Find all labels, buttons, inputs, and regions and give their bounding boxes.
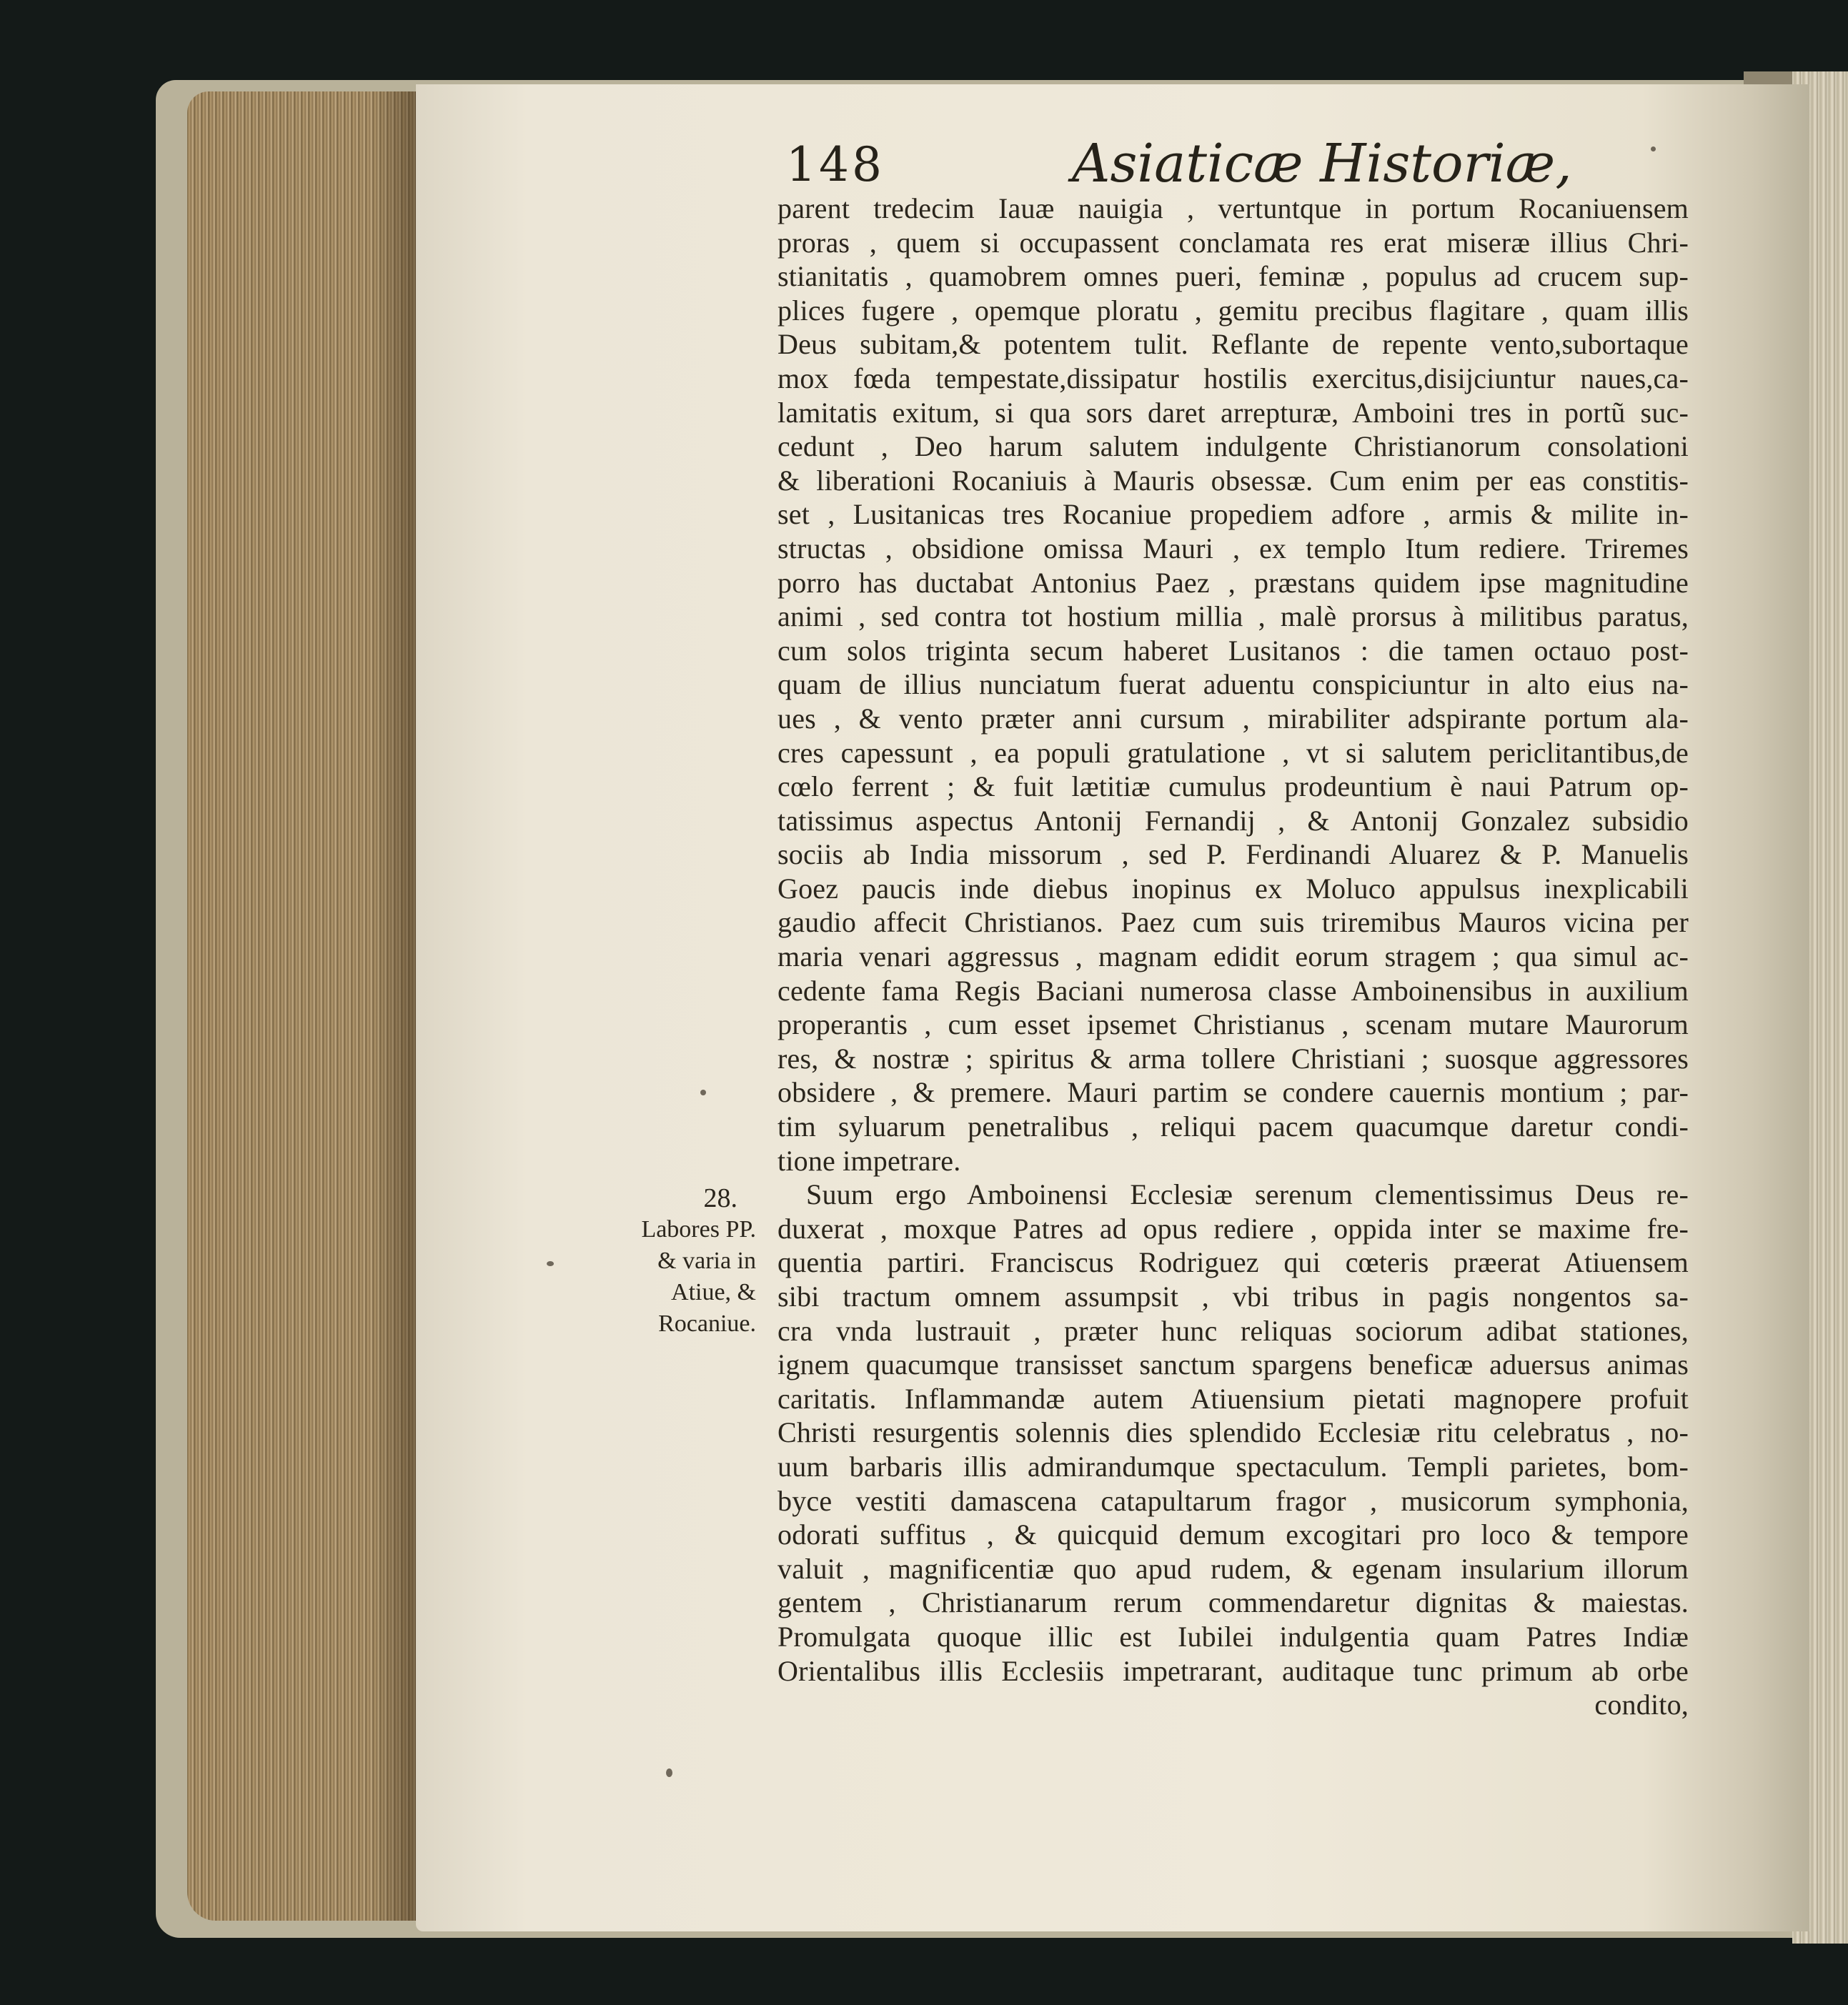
text-line: cra vnda lustrauit , præter hunc reliquas sociorum adibat stationes, xyxy=(778,1314,1689,1347)
margin-note-line: Rocaniue. xyxy=(658,1310,756,1337)
text-line: maria venari aggressus , magnam edidit eorum stragem ; qua simul ac- xyxy=(778,940,1689,973)
text-line: porro has ductabat Antonius Paez , præstans quidem ipse magnitudine xyxy=(778,566,1689,599)
text-line: lamitatis exitum, si qua sors daret arrepturæ, Amboini tres in portũ suc- xyxy=(778,396,1689,429)
text-line: Christi resurgentis solennis dies splendido Ecclesiæ ritu celebratus , no- xyxy=(778,1416,1689,1449)
text-line: set , Lusitanicas tres Rocaniue propediem adfore , armis & milite in- xyxy=(778,498,1689,531)
page-number: 148 xyxy=(786,137,885,192)
text-line: quentia partiri. Franciscus Rodriguez qui cœteris præerat Atiuensem xyxy=(778,1246,1689,1279)
text-line: properantis , cum esset ipsemet Christianus , scenam mutare Maurorum xyxy=(778,1008,1689,1041)
text-line: gentem , Christianarum rerum commendaretur dignitas & maiestas. xyxy=(778,1586,1689,1619)
text-line: duxerat , moxque Patres ad opus rediere , oppida inter se maxime fre- xyxy=(778,1212,1689,1245)
text-line: valuit , magnificentiæ quo apud rudem, & egenam insularium illorum xyxy=(778,1552,1689,1585)
text-line: ues , & vento præter anni cursum , mirabiliter adspirante portum ala- xyxy=(778,702,1689,735)
text-line: res, & nostræ ; spiritus & arma tollere Christiani ; suosque aggressores xyxy=(778,1042,1689,1075)
margin-note-line: & varia in xyxy=(657,1248,756,1274)
text-line: uum barbaris illis admirandumque spectaculum. Templi parietes, bom- xyxy=(778,1450,1689,1483)
ink-speck xyxy=(700,1090,706,1095)
text-line: structas , obsidione omissa Mauri , ex templo Itum rediere. Triremes xyxy=(778,532,1689,564)
catchword: condito, xyxy=(1594,1688,1689,1721)
text-line: Suum ergo Amboinensi Ecclesiæ serenum clementissimus Deus re- xyxy=(806,1178,1689,1211)
text-line: sibi tractum omnem assumpsit , vbi tribus in pagis nongentos sa- xyxy=(778,1280,1689,1313)
text-line: cres capessunt , ea populi gratulatione , vt si salutem periclitantibus,de xyxy=(778,736,1689,769)
text-line: sociis ab India missorum , sed P. Ferdinandi Aluarez & P. Manuelis xyxy=(778,838,1689,871)
text-line: obsidere , & premere. Mauri partim se condere cauernis montium ; par- xyxy=(778,1076,1689,1109)
text-line: quam de illius nunciatum fuerat aduentu conspiciuntur in alto eius na- xyxy=(778,668,1689,701)
text-line: stianitatis , quamobrem omnes pueri, feminæ , populus ad crucem sup- xyxy=(778,260,1689,293)
text-line: tione impetrare. xyxy=(778,1144,961,1177)
text-line: plices fugere , opemque ploratu , gemitu precibus flagitare , quam illis xyxy=(778,294,1689,327)
margin-note-line: Atiue, & xyxy=(671,1279,756,1305)
text-line: Goez paucis inde diebus inopinus ex Moluco appulsus inexplicabili xyxy=(778,872,1689,905)
text-line: tim syluarum penetralibus , reliqui pacem quacumque daretur condi- xyxy=(778,1110,1689,1143)
text-line: Orientalibus illis Ecclesiis impetrarant, auditaque tunc primum ab orbe xyxy=(778,1654,1689,1687)
text-line: proras , quem si occupassent conclamata res erat miseræ illius Chri- xyxy=(778,226,1689,259)
text-line: odorati suffitus , & quicquid demum excogitari pro loco & tempore xyxy=(778,1518,1689,1551)
text-line: cum solos triginta secum haberet Lusitanos : die tamen octauo post- xyxy=(778,634,1689,667)
margin-note-line: Labores PP. xyxy=(641,1216,756,1243)
margin-note-number: 28. xyxy=(703,1183,737,1213)
text-line: caritatis. Inflammandæ autem Atiuensium pietati magnopere profuit xyxy=(778,1382,1689,1415)
text-line: gaudio affecit Christianos. Paez cum suis triremibus Mauros vicina per xyxy=(778,906,1689,939)
body-text xyxy=(778,191,1689,1722)
text-line: parent tredecim Iauæ nauigia , vertuntque in portum Rocaniuensem xyxy=(778,192,1689,224)
text-line: tatissimus aspectus Antonij Fernandij , & Antonij Gonzalez subsidio xyxy=(778,804,1689,837)
text-line: Deus subitam,& potentem tulit. Reflante de repente vento,subortaque xyxy=(778,328,1689,361)
ink-speck xyxy=(547,1261,554,1266)
text-line: & liberationi Rocaniuis à Mauris obsessæ. Cum enim per eas constitis- xyxy=(778,464,1689,497)
text-line: byce vestiti damascena catapultarum fragor , musicorum symphonia, xyxy=(778,1484,1689,1517)
text-line: animi , sed contra tot hostium millia , malè prorsus à militibus paratus, xyxy=(778,600,1689,633)
ink-speck xyxy=(666,1768,672,1777)
text-line: cedente fama Regis Baciani numerosa classe Amboinensibus in auxilium xyxy=(778,974,1689,1007)
text-line: mox fœda tempestate,dissipatur hostilis exercitus,disijciuntur naues,ca- xyxy=(778,362,1689,394)
margin-note xyxy=(629,1183,772,1340)
text-line: cedunt , Deo harum salutem indulgente Christianorum consolationi xyxy=(778,430,1689,463)
text-line: cœlo ferrent ; & fuit lætitiæ cumulus prodeuntium è naui Patrum op- xyxy=(778,770,1689,803)
ink-speck xyxy=(1651,146,1656,151)
text-line: ignem quacumque transisset sanctum spargens beneficæ aduersus animas xyxy=(778,1348,1689,1381)
text-line: Promulgata quoque illic est Iubilei indulgentia quam Patres Indiæ xyxy=(778,1620,1689,1653)
running-title: Asiaticæ Historiæ, xyxy=(1072,133,1572,194)
